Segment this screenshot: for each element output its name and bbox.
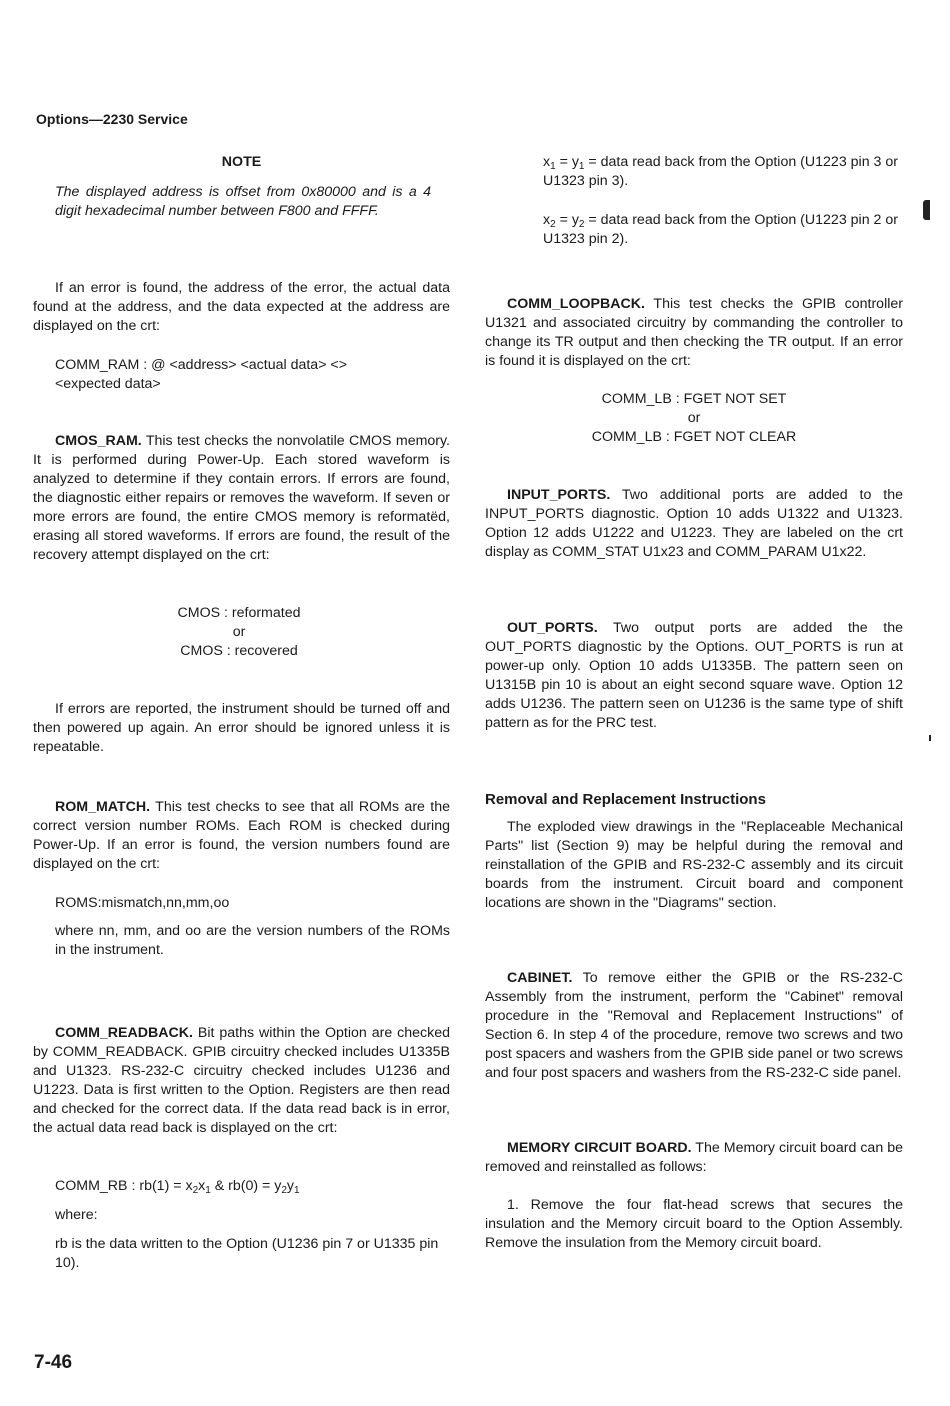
step-1: 1. Remove the four flat-head screws that secures the insulation and the Memory circuit board to the Option Assembly. Remove the insulation from the Memory circuit board.: [485, 1197, 903, 1251]
sub-1: 2: [192, 1185, 199, 1196]
errors-reported-paragraph: If errors are reported, the instrument should be turned off and then powered up again. An error should be ignored unless it is repeatable.: [33, 701, 450, 755]
comm-rb-x: x: [198, 1178, 206, 1194]
x2-text: = data read back from the Option (U1223 pin 2 or U1323 pin 2).: [543, 212, 898, 247]
lb-message-or: or: [687, 410, 701, 426]
error-paragraph: If an error is found, the address of the error, the actual data found at the address, and the data expected at the address are displayed on the crt:: [33, 280, 450, 334]
cmos-message-reformated: CMOS : reformated: [177, 605, 301, 621]
memory-board-title: MEMORY CIRCUIT BOARD.: [507, 1140, 692, 1156]
out-ports-title: OUT_PORTS.: [507, 620, 598, 636]
y1-sub: 1: [578, 161, 585, 172]
comm-ram-line-1: COMM_RAM : @ <address> <actual data> <>: [55, 357, 347, 373]
out-ports-paragraph: [485, 619, 903, 733]
comm-loopback-text: This test checks the GPIB controller U1321 and associated circuitry by commanding the controller to change its TR output and then checking the TR output. If an error is found it is displayed on the crt:: [485, 296, 903, 369]
cmos-ram-text: This test checks the nonvolatile CMOS memory. It is performed during Power-Up. Each stored waveform is analyzed to determine if they contain errors. If errors are found, the diagnostic either repairs or removes the waveform. If seven or more errors are found, the entire CMOS memory is reformatëd, erasing all stored waveforms. If errors are found, the result of the recovery attempt displayed on the crt:: [33, 433, 450, 563]
comm-readback-title: COMM_READBACK.: [55, 1025, 193, 1041]
comm-rb-message: [55, 1177, 450, 1196]
right-column: [485, 0, 903, 1406]
cmos-messages: [33, 604, 445, 661]
x2-sub: 2: [550, 219, 556, 230]
x2-definition: [543, 211, 903, 249]
loopback-messages: [485, 390, 903, 447]
comm-readback-text: Bit paths within the Option are checked by COMM_READBACK. GPIB circuitry checked includes U1335B and U1323. RS-232-C circuitry checked includes U1236 and U1223. Data is first written to the Option. Registers are then read and checked for the correct data. If the data read back is in error, the actual data read back is displayed on the crt:: [33, 1025, 450, 1136]
comm-rb-prefix: COMM_RB : rb(1) = x: [55, 1178, 193, 1194]
sub-3: 2: [281, 1185, 287, 1196]
y2-sub: 2: [578, 219, 585, 230]
input-ports-text: Two additional ports are added to the INPUT_PORTS diagnostic. Option 10 adds U1322 and U1323. Option 12 adds U1222 and U1223. They are labeled on the crt display as COMM_STAT U1x23 and COMM_PARAM U1x22.: [485, 487, 903, 560]
rom-match-title: ROM_MATCH.: [55, 799, 151, 815]
comm-rb-mid: & rb(0) = y: [210, 1178, 282, 1194]
page-number: 7-46: [34, 1352, 73, 1373]
where-label: where:: [55, 1207, 98, 1223]
cmos-message-or: or: [232, 624, 246, 640]
out-ports-text: Two output ports are added the the OUT_PORTS diagnostic by the Options. OUT_PORTS is run at power-up only. Option 10 adds U1335B. The pattern seen on U1315B pin 10 is about an eight second square wave. Option 12 adds U1236. The pattern seen on U1236 is the same type of shift pattern as for the PRC test.: [485, 620, 903, 731]
cmos-message-recovered: CMOS : recovered: [180, 643, 298, 659]
x1-definition: [543, 153, 903, 191]
margin-mark-lower: [929, 735, 931, 741]
rb-description: rb is the data written to the Option (U1236 pin 7 or U1335 pin 10).: [55, 1236, 439, 1271]
x2-var: x: [543, 212, 551, 228]
cmos-ram-title: CMOS_RAM.: [55, 433, 142, 449]
cabinet-text: To remove either the GPIB or the RS-232-C Assembly from the instrument, perform the "Cabinet" removal procedure in the "Removal and Replacement Instructions" of Section 6. In step 4 of the procedure, remove two screws and two post spacers and washers from the GPIB side panel or two screws and four post spacers and washers from the RS-232-C side panel.: [485, 970, 903, 1081]
memory-board-paragraph: [485, 1139, 903, 1177]
x1-var: x: [543, 154, 551, 170]
note-text: The displayed address is offset from 0x80000 and is a 4 digit hexadecimal number between F800 and FFFF.: [55, 184, 431, 219]
x2-eq: = y: [555, 212, 579, 228]
comm-loopback-title: COMM_LOOPBACK.: [507, 296, 645, 312]
lb-message-not-clear: COMM_LB : FGET NOT CLEAR: [591, 429, 797, 445]
comm-ram-message: [55, 356, 450, 394]
cabinet-paragraph: [485, 969, 903, 1083]
memory-board-text: The Memory circuit board can be removed and reinstalled as follows:: [485, 1140, 903, 1175]
sub-4: 1: [294, 1185, 300, 1196]
comm-rb-y: y: [286, 1178, 295, 1194]
input-ports-paragraph: [485, 486, 903, 562]
rom-where: where nn, mm, and oo are the version numbers of the ROMs in the instrument.: [55, 923, 450, 958]
removal-heading: Removal and Replacement Instructions: [485, 791, 766, 808]
comm-readback-paragraph: [33, 1024, 450, 1138]
rom-code: ROMS:mismatch,nn,mm,oo: [55, 895, 230, 911]
cmos-ram-paragraph: [33, 432, 450, 565]
x1-sub: 1: [550, 161, 556, 172]
comm-ram-line-2: <expected data>: [55, 376, 161, 392]
margin-mark-upper: [923, 200, 930, 220]
rom-match-paragraph: [33, 798, 450, 874]
input-ports-title: INPUT_PORTS.: [507, 487, 611, 503]
rom-match-text: This test checks to see that all ROMs are the correct version number ROMs. Each ROM is checked during Power-Up. If an error is found, the version numbers found are displayed on the crt:: [33, 799, 450, 872]
x1-eq: = y: [555, 154, 579, 170]
cabinet-title: CABINET.: [507, 970, 573, 986]
removal-paragraph: The exploded view drawings in the "Replaceable Mechanical Parts" list (Section 9) may be helpful during the removal and reinstallation of the GPIB and RS-232-C assembly and its circuit boards from the instrument. Circuit board and component locations are shown in the "Diagrams" section.: [485, 819, 903, 911]
x1-text: = data read back from the Option (U1223 pin 3 or U1323 pin 3).: [543, 154, 898, 189]
left-column: [33, 0, 450, 1406]
note-title: NOTE: [221, 154, 262, 170]
lb-message-not-set: COMM_LB : FGET NOT SET: [601, 391, 787, 407]
page-header: Options—2230 Service: [36, 111, 188, 127]
sub-2: 1: [205, 1185, 211, 1196]
comm-loopback-paragraph: [485, 295, 903, 371]
